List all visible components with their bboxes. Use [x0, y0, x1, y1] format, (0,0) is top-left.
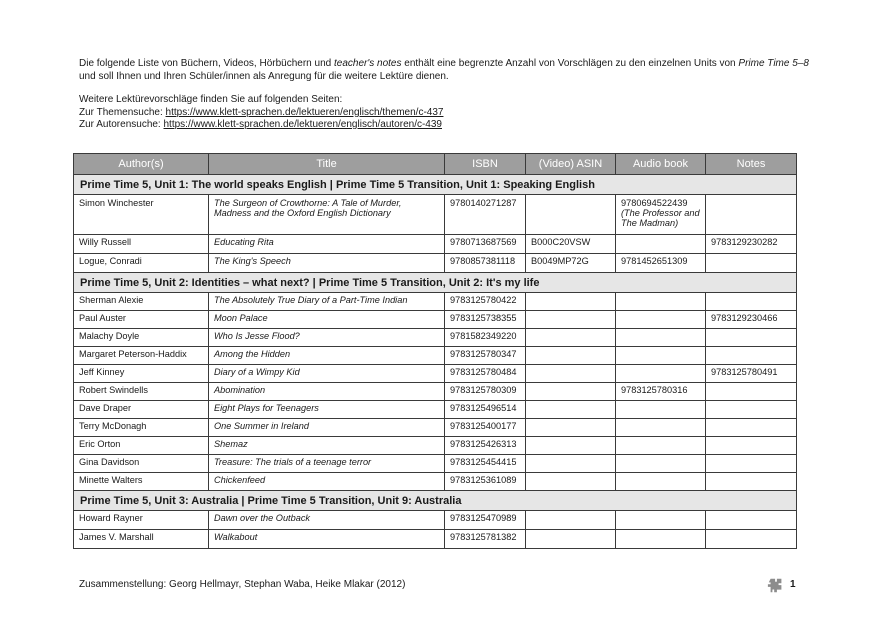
author-cell: Willy Russell [74, 235, 209, 254]
isbn-cell: 9781582349220 [445, 329, 526, 347]
title-cell: Eight Plays for Teenagers [209, 401, 445, 419]
author-cell: Margaret Peterson-Haddix [74, 347, 209, 365]
asin-cell: B000C20VSW [526, 235, 616, 254]
col-header-authors: Author(s) [74, 154, 209, 175]
audio-cell [616, 195, 706, 235]
table-row [74, 455, 797, 473]
asin-cell [526, 511, 616, 530]
asin-cell [526, 195, 616, 235]
audio-cell [616, 365, 706, 383]
audio-isbn: 9780694522439 [621, 198, 688, 208]
isbn-cell: 9783125780484 [445, 365, 526, 383]
title-cell: One Summer in Ireland [209, 419, 445, 437]
intro-text-part: enthält eine begrenzte Anzahl von Vorschlägen zu den einzelnen Units von [401, 58, 739, 69]
author-cell: Howard Rayner [74, 511, 209, 530]
table-row [74, 195, 797, 235]
table-row [74, 365, 797, 383]
col-header-title: Title [209, 154, 445, 175]
isbn-cell: 9783125361089 [445, 473, 526, 491]
isbn-cell: 9780713687569 [445, 235, 526, 254]
title-cell: Shemaz [209, 437, 445, 455]
table-row [74, 254, 797, 273]
notes-cell [706, 473, 797, 491]
audio-cell [616, 235, 706, 254]
notes-cell [706, 293, 797, 311]
notes-cell: 9783129230466 [706, 311, 797, 329]
title-cell: Moon Palace [209, 311, 445, 329]
table-row [74, 329, 797, 347]
author-cell: Robert Swindells [74, 383, 209, 401]
title-cell: Treasure: The trials of a teenage terror [209, 455, 445, 473]
audio-cell [616, 311, 706, 329]
author-cell: Malachy Doyle [74, 329, 209, 347]
author-cell: Dave Draper [74, 401, 209, 419]
table-row [74, 473, 797, 491]
asin-cell [526, 419, 616, 437]
autoren-label: Zur Autorensuche: [79, 119, 164, 130]
intro-text-part: Die folgende Liste von Büchern, Videos, Hörbüchern und [79, 58, 334, 69]
audio-cell [616, 401, 706, 419]
notes-cell [706, 437, 797, 455]
table-row [74, 511, 797, 530]
table-row [74, 401, 797, 419]
title-cell: The King's Speech [209, 254, 445, 273]
section-heading-row [74, 273, 797, 293]
table-row [74, 235, 797, 254]
col-header-asin: (Video) ASIN [526, 154, 616, 175]
intro-text [79, 58, 814, 132]
title-cell: Walkabout [209, 530, 445, 549]
author-cell: Sherman Alexie [74, 293, 209, 311]
themen-link[interactable]: https://www.klett-sprachen.de/lektueren/englisch/themen/c-437 [165, 106, 444, 118]
isbn-cell: 9783125454415 [445, 455, 526, 473]
autoren-line [79, 119, 814, 132]
audio-cell: 9781452651309 [616, 254, 706, 273]
asin-cell: B0049MP72G [526, 254, 616, 273]
audio-cell [616, 455, 706, 473]
isbn-cell: 9783125496514 [445, 401, 526, 419]
audio-cell [616, 347, 706, 365]
table-row [74, 293, 797, 311]
asin-cell [526, 473, 616, 491]
asin-cell [526, 455, 616, 473]
author-cell: Jeff Kinney [74, 365, 209, 383]
table-row [74, 311, 797, 329]
isbn-cell: 9780857381118 [445, 254, 526, 273]
autoren-link[interactable]: https://www.klett-sprachen.de/lektueren/englisch/autoren/c-439 [163, 119, 442, 130]
reading-list-table [73, 153, 797, 549]
section-heading-row [74, 175, 797, 195]
more-suggestions-title: Weitere Lektürevorschläge finden Sie auf folgenden Seiten: [79, 94, 343, 105]
themen-line [79, 107, 814, 120]
asin-cell [526, 365, 616, 383]
col-header-audio: Audio book [616, 154, 706, 175]
title-cell: Diary of a Wimpy Kid [209, 365, 445, 383]
asin-cell [526, 329, 616, 347]
notes-cell [706, 329, 797, 347]
audio-cell [616, 530, 706, 549]
audio-cell: 9783125780316 [616, 383, 706, 401]
section-heading: Prime Time 5, Unit 2: Identities – what next? | Prime Time 5 Transition, Unit 2: It's my life [74, 273, 797, 293]
intro-text-part: und soll Ihnen und Ihren Schüler/innen als Anregung für die weitere Lektüre dienen. [79, 70, 449, 82]
author-cell: Gina Davidson [74, 455, 209, 473]
table-row [74, 437, 797, 455]
isbn-cell: 9783125400177 [445, 419, 526, 437]
audio-cell [616, 419, 706, 437]
footer-credits: Zusammenstellung: Georg Hellmayr, Stephan Waba, Heike Mlakar (2012) [79, 579, 406, 590]
isbn-cell: 9783125738355 [445, 311, 526, 329]
table-row [74, 419, 797, 437]
asin-cell [526, 401, 616, 419]
notes-cell [706, 401, 797, 419]
asin-cell [526, 383, 616, 401]
notes-cell [706, 455, 797, 473]
author-cell: Eric Orton [74, 437, 209, 455]
author-cell: James V. Marshall [74, 530, 209, 549]
author-cell: Logue, Conradi [74, 254, 209, 273]
asin-cell [526, 530, 616, 549]
audio-cell [616, 473, 706, 491]
klett-puzzle-icon [767, 577, 785, 595]
audio-note: (The Professor and The Madman) [621, 208, 700, 228]
isbn-cell: 9783125780347 [445, 347, 526, 365]
notes-cell [706, 383, 797, 401]
notes-cell [706, 195, 797, 235]
table-body [74, 175, 797, 549]
intro-emphasis: Prime Time 5–8 [738, 58, 809, 69]
col-header-notes: Notes [706, 154, 797, 175]
notes-cell [706, 254, 797, 273]
table-row [74, 383, 797, 401]
notes-cell [706, 419, 797, 437]
section-heading-row [74, 491, 797, 511]
themen-label: Zur Themensuche: [79, 106, 166, 118]
title-cell: Educating Rita [209, 235, 445, 254]
title-cell: Dawn over the Outback [209, 511, 445, 530]
isbn-cell: 9780140271287 [445, 195, 526, 235]
page-number: 1 [790, 579, 796, 590]
asin-cell [526, 293, 616, 311]
audio-cell [616, 511, 706, 530]
title-cell: Chickenfeed [209, 473, 445, 491]
author-cell: Minette Walters [74, 473, 209, 491]
isbn-cell: 9783125781382 [445, 530, 526, 549]
notes-cell: 9783129230282 [706, 235, 797, 254]
intro-emphasis: teacher's notes [333, 58, 402, 69]
author-cell: Terry McDonagh [74, 419, 209, 437]
table-row [74, 530, 797, 549]
table-header-row [74, 154, 797, 175]
audio-cell [616, 437, 706, 455]
asin-cell [526, 311, 616, 329]
audio-cell [616, 293, 706, 311]
notes-cell [706, 511, 797, 530]
asin-cell [526, 347, 616, 365]
notes-cell [706, 530, 797, 549]
isbn-cell: 9783125780309 [445, 383, 526, 401]
table-row [74, 347, 797, 365]
section-heading: Prime Time 5, Unit 1: The world speaks English | Prime Time 5 Transition, Unit 1: Speaking English [74, 175, 797, 195]
col-header-isbn: ISBN [445, 154, 526, 175]
asin-cell [526, 437, 616, 455]
author-cell: Paul Auster [74, 311, 209, 329]
section-heading: Prime Time 5, Unit 3: Australia | Prime Time 5 Transition, Unit 9: Australia [74, 491, 797, 511]
title-cell: The Absolutely True Diary of a Part-Time Indian [209, 293, 445, 311]
author-cell: Simon Winchester [74, 195, 209, 235]
audio-cell [616, 329, 706, 347]
notes-cell [706, 347, 797, 365]
title-cell: Who Is Jesse Flood? [209, 329, 445, 347]
title-cell: Among the Hidden [209, 347, 445, 365]
title-cell: Abomination [209, 383, 445, 401]
title-cell: The Surgeon of Crowthorne: A Tale of Murder, Madness and the Oxford English Dictionary [209, 195, 445, 235]
isbn-cell: 9783125780422 [445, 293, 526, 311]
notes-cell: 9783125780491 [706, 365, 797, 383]
intro-paragraph [79, 58, 814, 83]
isbn-cell: 9783125426313 [445, 437, 526, 455]
isbn-cell: 9783125470989 [445, 511, 526, 530]
